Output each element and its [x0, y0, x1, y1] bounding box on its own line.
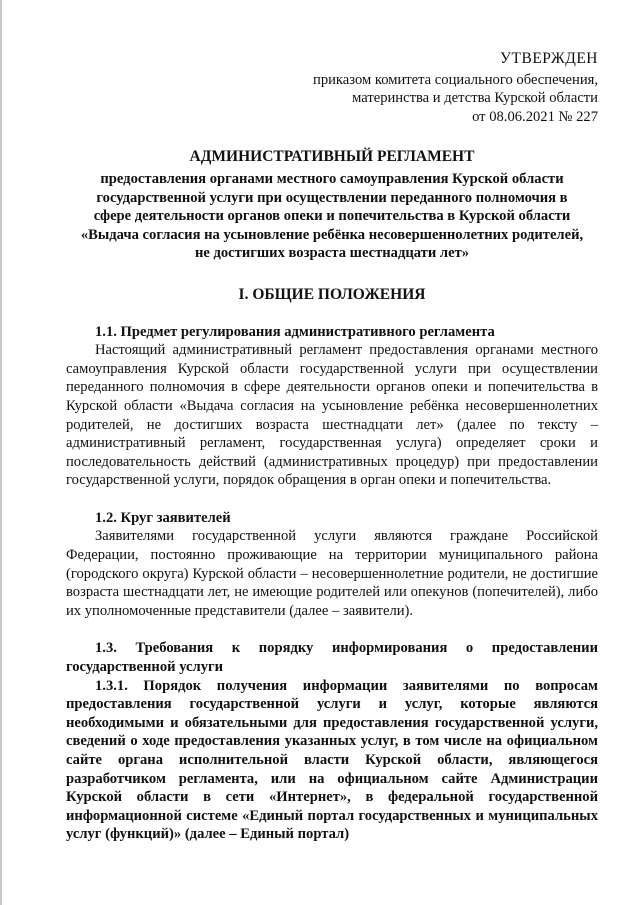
title-line-2: государственной услуги при осуществлении переданного полномочия в	[96, 189, 568, 206]
page-edge	[0, 0, 2, 905]
subsection-1-2-heading: 1.2. Круг заявителей	[95, 509, 231, 526]
document-title	[66, 148, 598, 263]
approval-line-3: от 08.06.2021 № 227	[472, 108, 598, 125]
title-line-1: предоставления органами местного самоуправления Курской области	[100, 170, 564, 187]
approval-heading: УТВЕРЖДЕН	[500, 50, 598, 67]
approval-line-1: приказом комитета социального обеспечения,	[313, 71, 598, 88]
subsection-1-1-heading: 1.1. Предмет регулирования административного регламента	[95, 323, 495, 340]
spacer	[66, 620, 598, 639]
document-page	[66, 50, 598, 844]
subsection-1-2-text: Заявителями государственной услуги являются граждане Российской Федерации, постоянно проживающие на территории муниципального района (городского округа) Курской области – несовершеннолетние родители, не достигшие возраста шестнадцати лет, не имеющие родителей или опекунов (попечителей), либо их уполномоченные представители (далее – заявители).	[66, 528, 598, 619]
title-line-5: не достигших возраста шестнадцати лет»	[194, 245, 470, 262]
subsection-1-1-text: Настоящий административный регламент предоставления органами местного самоуправления Курской области государственной услуги при осуществлении переданного полномочия в сфере деятельности органов опеки и попечительства в Курской области «Выдача согласия на усыновление ребёнка несовершеннолетних родителей, не достигших возраста шестнадцати лет» (далее по тексту – административный регламент, государственная услуга) определяет сроки и последовательность действий (административных процедур) при предоставлении государственной услуги, порядок обращения в орган опеки и попечительства.	[66, 342, 598, 489]
section-1-heading: I. ОБЩИЕ ПОЛОЖЕНИЯ	[238, 285, 426, 303]
approval-line-2: материнства и детства Курской области	[352, 90, 598, 107]
subsection-1-3-1-text: 1.3.1. Порядок получения информации заявителями по вопросам предоставления государственной услуги и услуг, которые являются необходимыми и обязательными для предоставления государственной услуги, сведений о ходе предоставления указанных услуг, в том числе на официальном сайте органа исполнительной власти Курской области, являющегося разработчиком регламента, или на официальном сайте Администрации Курской области в сети «Интернет», в федеральной государственной информационной системе «Единый портал государственных и муниципальных услуг (функций)» (далее – Единый портал)	[66, 677, 598, 843]
spacer	[66, 490, 598, 509]
title-line-4: «Выдача согласия на усыновление ребёнка несовершеннолетних родителей,	[80, 226, 584, 243]
title-line-3: сфере деятельности органов опеки и попечительства в Курской области	[93, 208, 571, 225]
approval-stamp	[66, 50, 598, 126]
subsection-1-3-heading: 1.3. Требования к порядку информирования о предоставлении государственной услуги	[66, 640, 598, 676]
title-main: АДМИНИСТРАТИВНЫЙ РЕГЛАМЕНТ	[189, 148, 475, 166]
